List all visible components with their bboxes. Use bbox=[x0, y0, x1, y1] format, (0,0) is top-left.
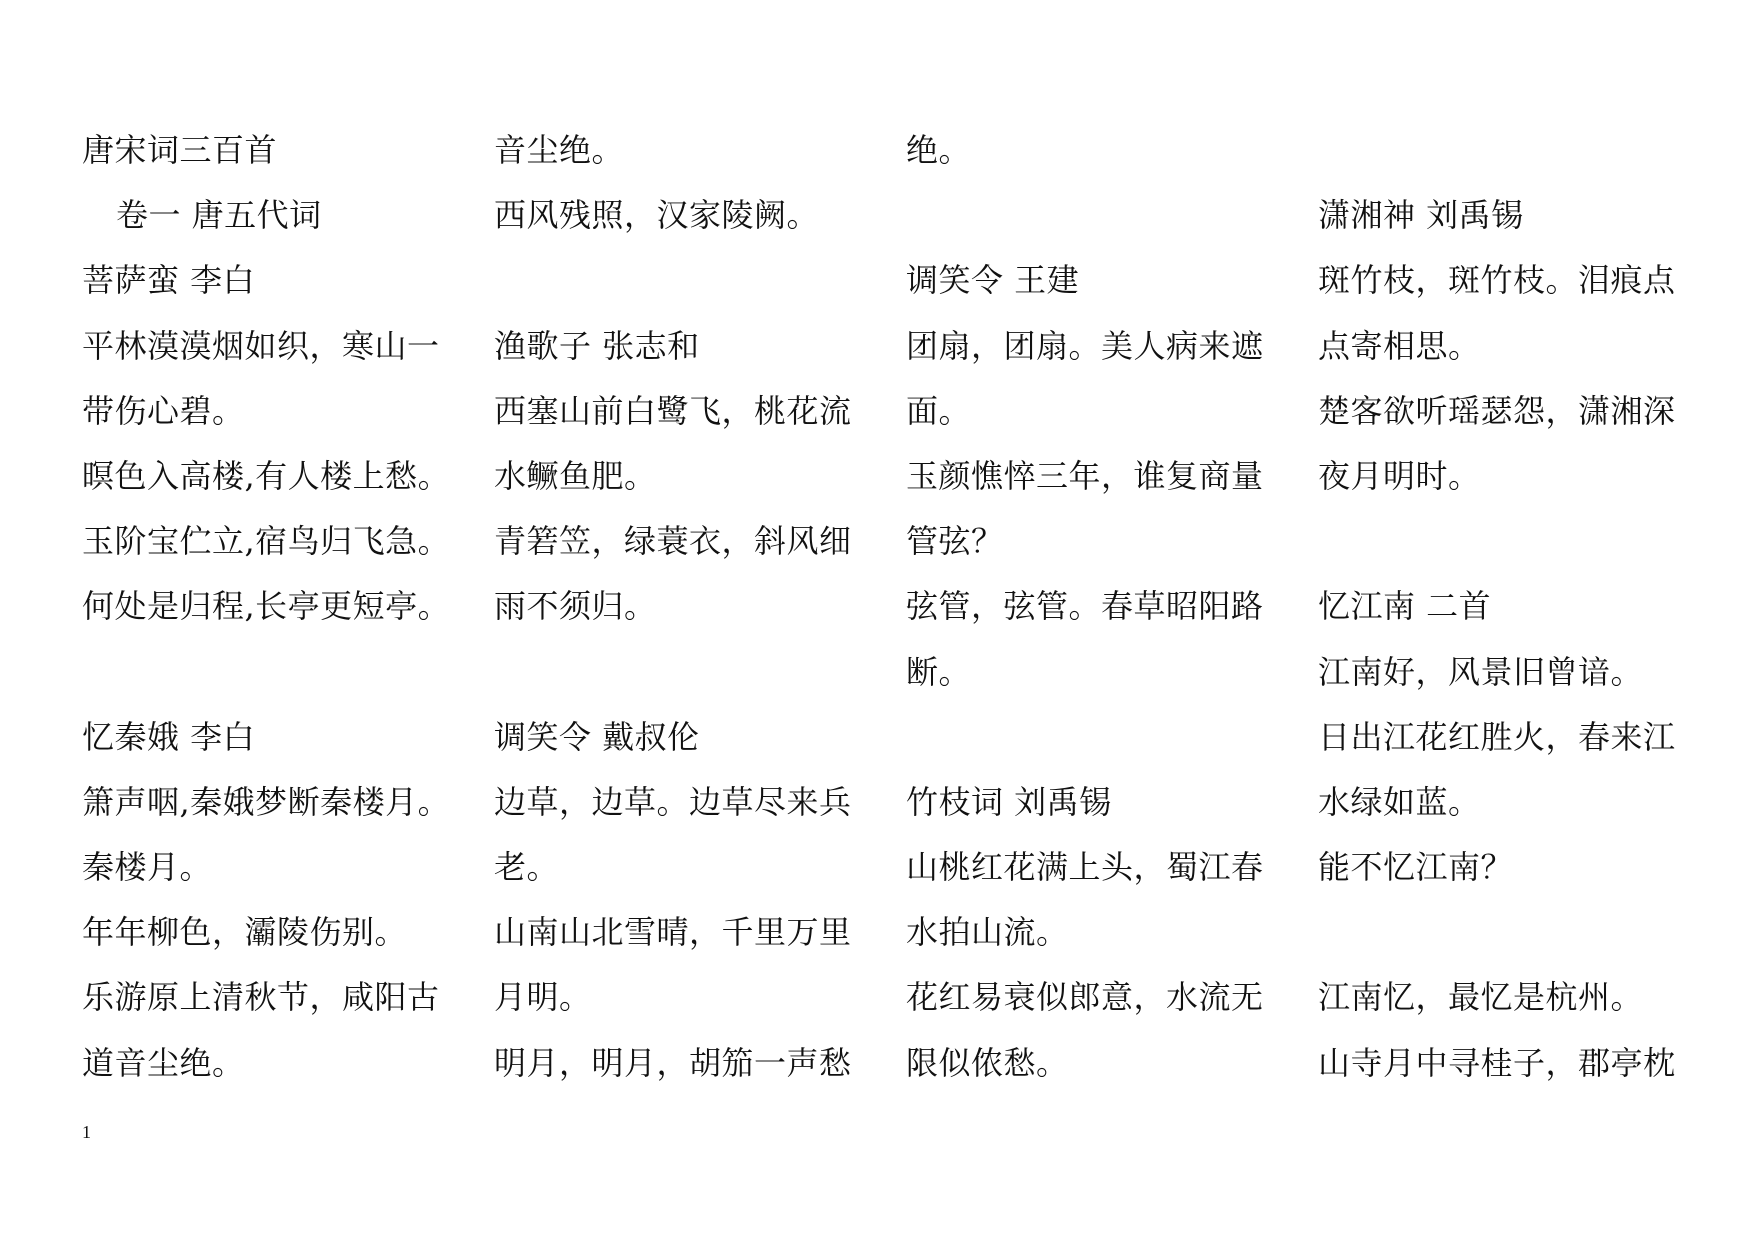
text-line: 明月，明月，胡笳一声愁 bbox=[494, 1043, 852, 1082]
blank-line bbox=[1318, 900, 1698, 965]
text-line: 夜月明时。 bbox=[1318, 456, 1481, 495]
text-line: 暝色入高楼,有人楼上愁。 bbox=[82, 456, 451, 495]
text-line: 楚客欲听瑶瑟怨，潇湘深 bbox=[1318, 391, 1676, 430]
text-line: 卷一 唐五代词 bbox=[116, 196, 322, 235]
text-line: 月明。 bbox=[494, 978, 592, 1017]
text-column-1 bbox=[82, 118, 462, 1096]
text-line: 山南山北雪晴，千里万里 bbox=[494, 913, 852, 952]
text-line: 断。 bbox=[906, 652, 972, 691]
text-line: 水拍山流。 bbox=[906, 913, 1069, 952]
text-line: 边草，边草。边草尽来兵 bbox=[494, 782, 852, 821]
blank-line bbox=[906, 705, 1286, 770]
text-line: 江南好，风景旧曾谙。 bbox=[1318, 652, 1644, 691]
text-line: 乐游原上清秋节，咸阳古 bbox=[82, 978, 440, 1017]
page-number: 1 bbox=[82, 1122, 91, 1142]
text-line: 忆江南 二首 bbox=[1318, 587, 1492, 626]
text-line: 青箬笠，绿蓑衣，斜风细 bbox=[494, 522, 852, 561]
text-line: 音尘绝。 bbox=[494, 131, 625, 169]
text-line: 面。 bbox=[906, 391, 972, 430]
text-line: 竹枝词 刘禹锡 bbox=[906, 782, 1112, 821]
text-line: 年年柳色，灞陵伤别。 bbox=[82, 913, 408, 952]
text-line: 西风残照，汉家陵阙。 bbox=[494, 196, 820, 235]
text-line: 限似侬愁。 bbox=[906, 1043, 1069, 1082]
text-line: 菩萨蛮 李白 bbox=[82, 261, 256, 300]
text-line: 管弦？ bbox=[906, 522, 1004, 561]
text-line: 江南忆，最忆是杭州。 bbox=[1318, 978, 1644, 1017]
text-line: 雨不须归。 bbox=[494, 587, 657, 626]
text-line: 玉颜憔悴三年，谁复商量 bbox=[906, 456, 1264, 495]
text-line: 调笑令 王建 bbox=[906, 261, 1080, 300]
text-line: 点寄相思。 bbox=[1318, 326, 1481, 365]
text-line: 斑竹枝，斑竹枝。泪痕点 bbox=[1318, 261, 1676, 300]
text-line: 水鳜鱼肥。 bbox=[494, 456, 657, 495]
text-line: 弦管，弦管。春草昭阳路 bbox=[906, 587, 1264, 626]
text-line: 渔歌子 张志和 bbox=[494, 326, 700, 365]
blank-line bbox=[494, 640, 874, 705]
blank-line bbox=[906, 183, 1286, 248]
blank-line bbox=[494, 248, 874, 313]
text-line: 玉阶宝伫立,宿鸟归飞急。 bbox=[82, 522, 451, 561]
text-line: 山桃红花满上头，蜀江春 bbox=[906, 848, 1264, 887]
text-line: 潇湘神 刘禹锡 bbox=[1318, 196, 1524, 235]
text-line: 秦楼月。 bbox=[82, 848, 213, 887]
text-line: 花红易衰似郎意，水流无 bbox=[906, 978, 1264, 1017]
blank-line bbox=[1318, 509, 1698, 574]
blank-line bbox=[82, 640, 462, 705]
text-column-3 bbox=[906, 118, 1286, 1096]
text-line: 何处是归程,长亭更短亭。 bbox=[82, 587, 451, 626]
text-line: 西塞山前白鹭飞，桃花流 bbox=[494, 391, 852, 430]
text-line: 团扇，团扇。美人病来遮 bbox=[906, 326, 1264, 365]
text-line: 老。 bbox=[494, 848, 560, 887]
text-column-4 bbox=[1318, 118, 1698, 1096]
text-line: 唐宋词三百首 bbox=[82, 131, 278, 169]
text-line: 平林漠漠烟如织，寒山一 bbox=[82, 326, 440, 365]
text-line: 山寺月中寻桂子，郡亭枕 bbox=[1318, 1043, 1676, 1082]
text-line: 能不忆江南？ bbox=[1318, 848, 1514, 887]
text-line: 调笑令 戴叔伦 bbox=[494, 717, 700, 756]
blank-line bbox=[1318, 118, 1698, 183]
text-column-2 bbox=[494, 118, 874, 1096]
text-line: 带伤心碧。 bbox=[82, 391, 245, 430]
text-line: 日出江花红胜火，春来江 bbox=[1318, 717, 1676, 756]
text-line: 道音尘绝。 bbox=[82, 1043, 245, 1082]
text-line: 箫声咽,秦娥梦断秦楼月。 bbox=[82, 782, 451, 821]
text-line: 忆秦娥 李白 bbox=[82, 717, 256, 756]
text-line: 水绿如蓝。 bbox=[1318, 782, 1481, 821]
text-line: 绝。 bbox=[906, 131, 972, 169]
